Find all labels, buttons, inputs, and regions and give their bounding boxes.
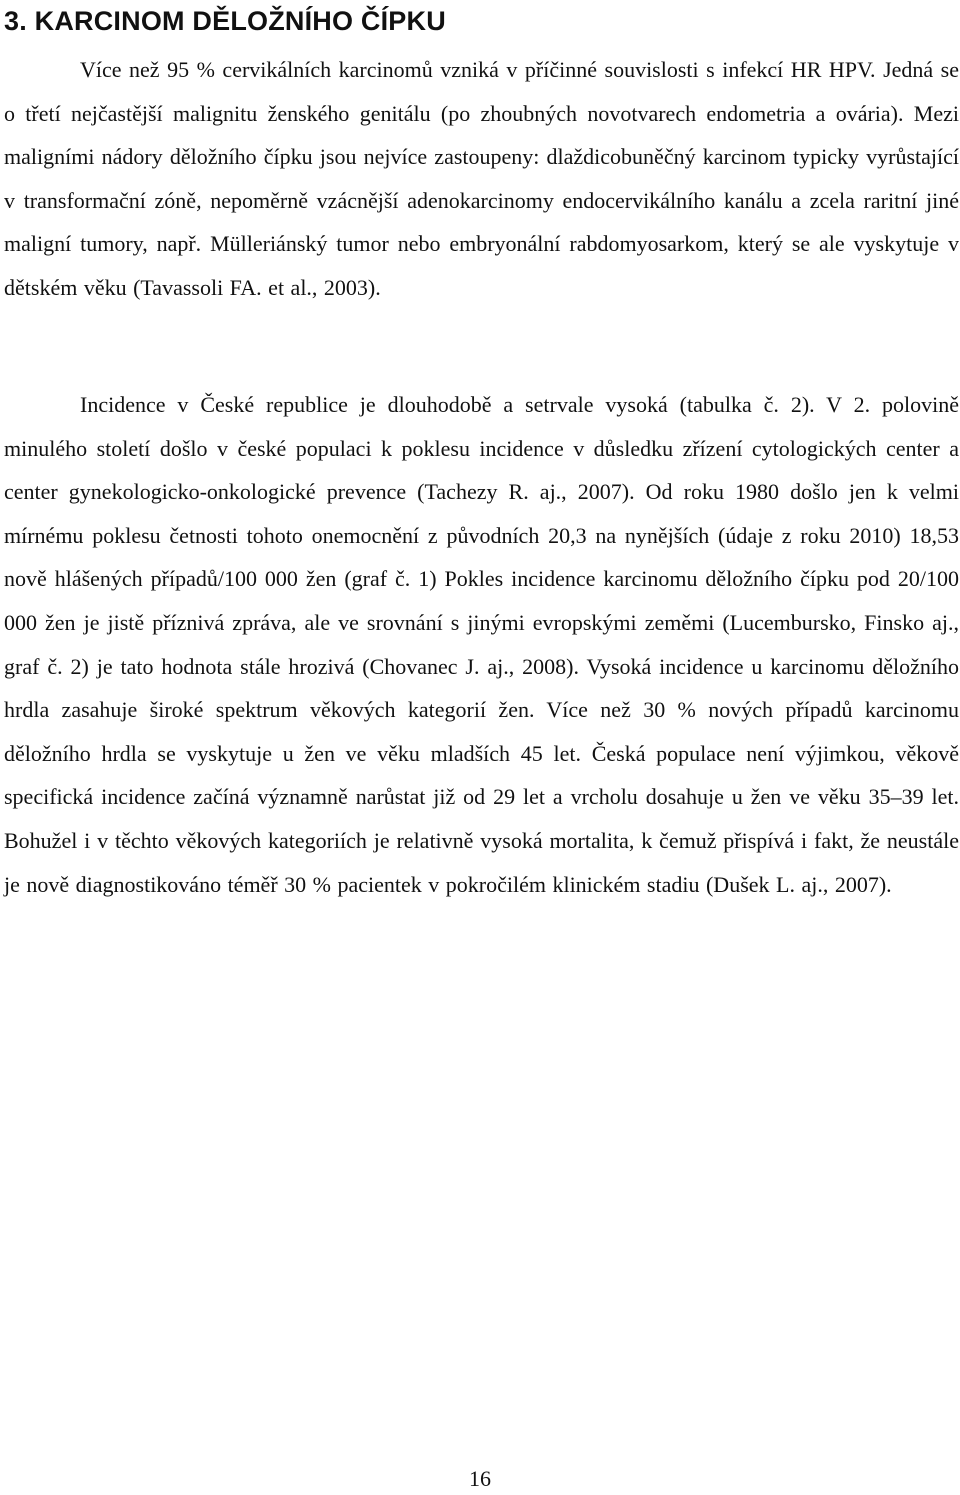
body-paragraph: Více než 95 % cervikálních karcinomů vzniká v příčinné souvislosti s infekcí HR HPV. Jedná se o třetí nejčastější malignitu ženského genitálu (po zhoubných novotvarech endometria a ovária). Mezi maligními nádory děložního čípku jsou nejvíce zastoupeny: dlaždicobuněčný karcinom typicky vyrůstající v transformační zóně, nepoměrně vzácnější adenokarcinomy endocervikálního kanálu a zcela raritní jiné maligní tumory, např. Mülleriánský tumor nebo embryonální rabdomyosarkom, který se ale vyskytuje v dětském věku (Tavassoli FA. et al., 2003).	[4, 57, 959, 300]
page-number: 16	[469, 1466, 491, 1491]
body-paragraph: Incidence v České republice je dlouhodobě a setrvale vysoká (tabulka č. 2). V 2. polovině minulého století došlo v české populaci k poklesu incidence v důsledku zřízení cytologických center a center gynekologicko-onkologické prevence (Tachezy R. aj., 2007). Od roku 1980 došlo jen k velmi mírnému poklesu četnosti tohoto onemocnění z původních 20,3 na nynějších (údaje z roku 2010) 18,53 nově hlášených případů/100 000 žen (graf č. 1) Pokles incidence karcinomu děložního čípku pod 20/100 000 žen je jistě příznivá zpráva, ale ve srovnání s jinými evropskými zeměmi (Lucembursko, Finsko aj., graf č. 2) je tato hodnota stále hrozivá (Chovanec J. aj., 2008). Vysoká incidence u karcinomu děložního hrdla zasahuje široké spektrum věkových kategorií žen. Více než 30 % nových případů karcinomu děložního hrdla se vyskytuje u žen ve věku mladších 45 let. Česká populace není výjimkou, věkově specifická incidence začíná významně narůstat již od 29 let a vrcholu dosahuje u žen ve věku 35–39 let. Bohužel i v těchto věkových kategoriích je relativně vysoká mortalita, k čemuž přispívá i fakt, že neustále je nově diagnostikováno téměř 30 % pacientek v pokročilém klinickém stadiu (Dušek L. aj., 2007).	[4, 392, 959, 897]
chapter-heading: 3. KARCINOM DĚLOŽNÍHO ČÍPKU	[4, 6, 446, 36]
